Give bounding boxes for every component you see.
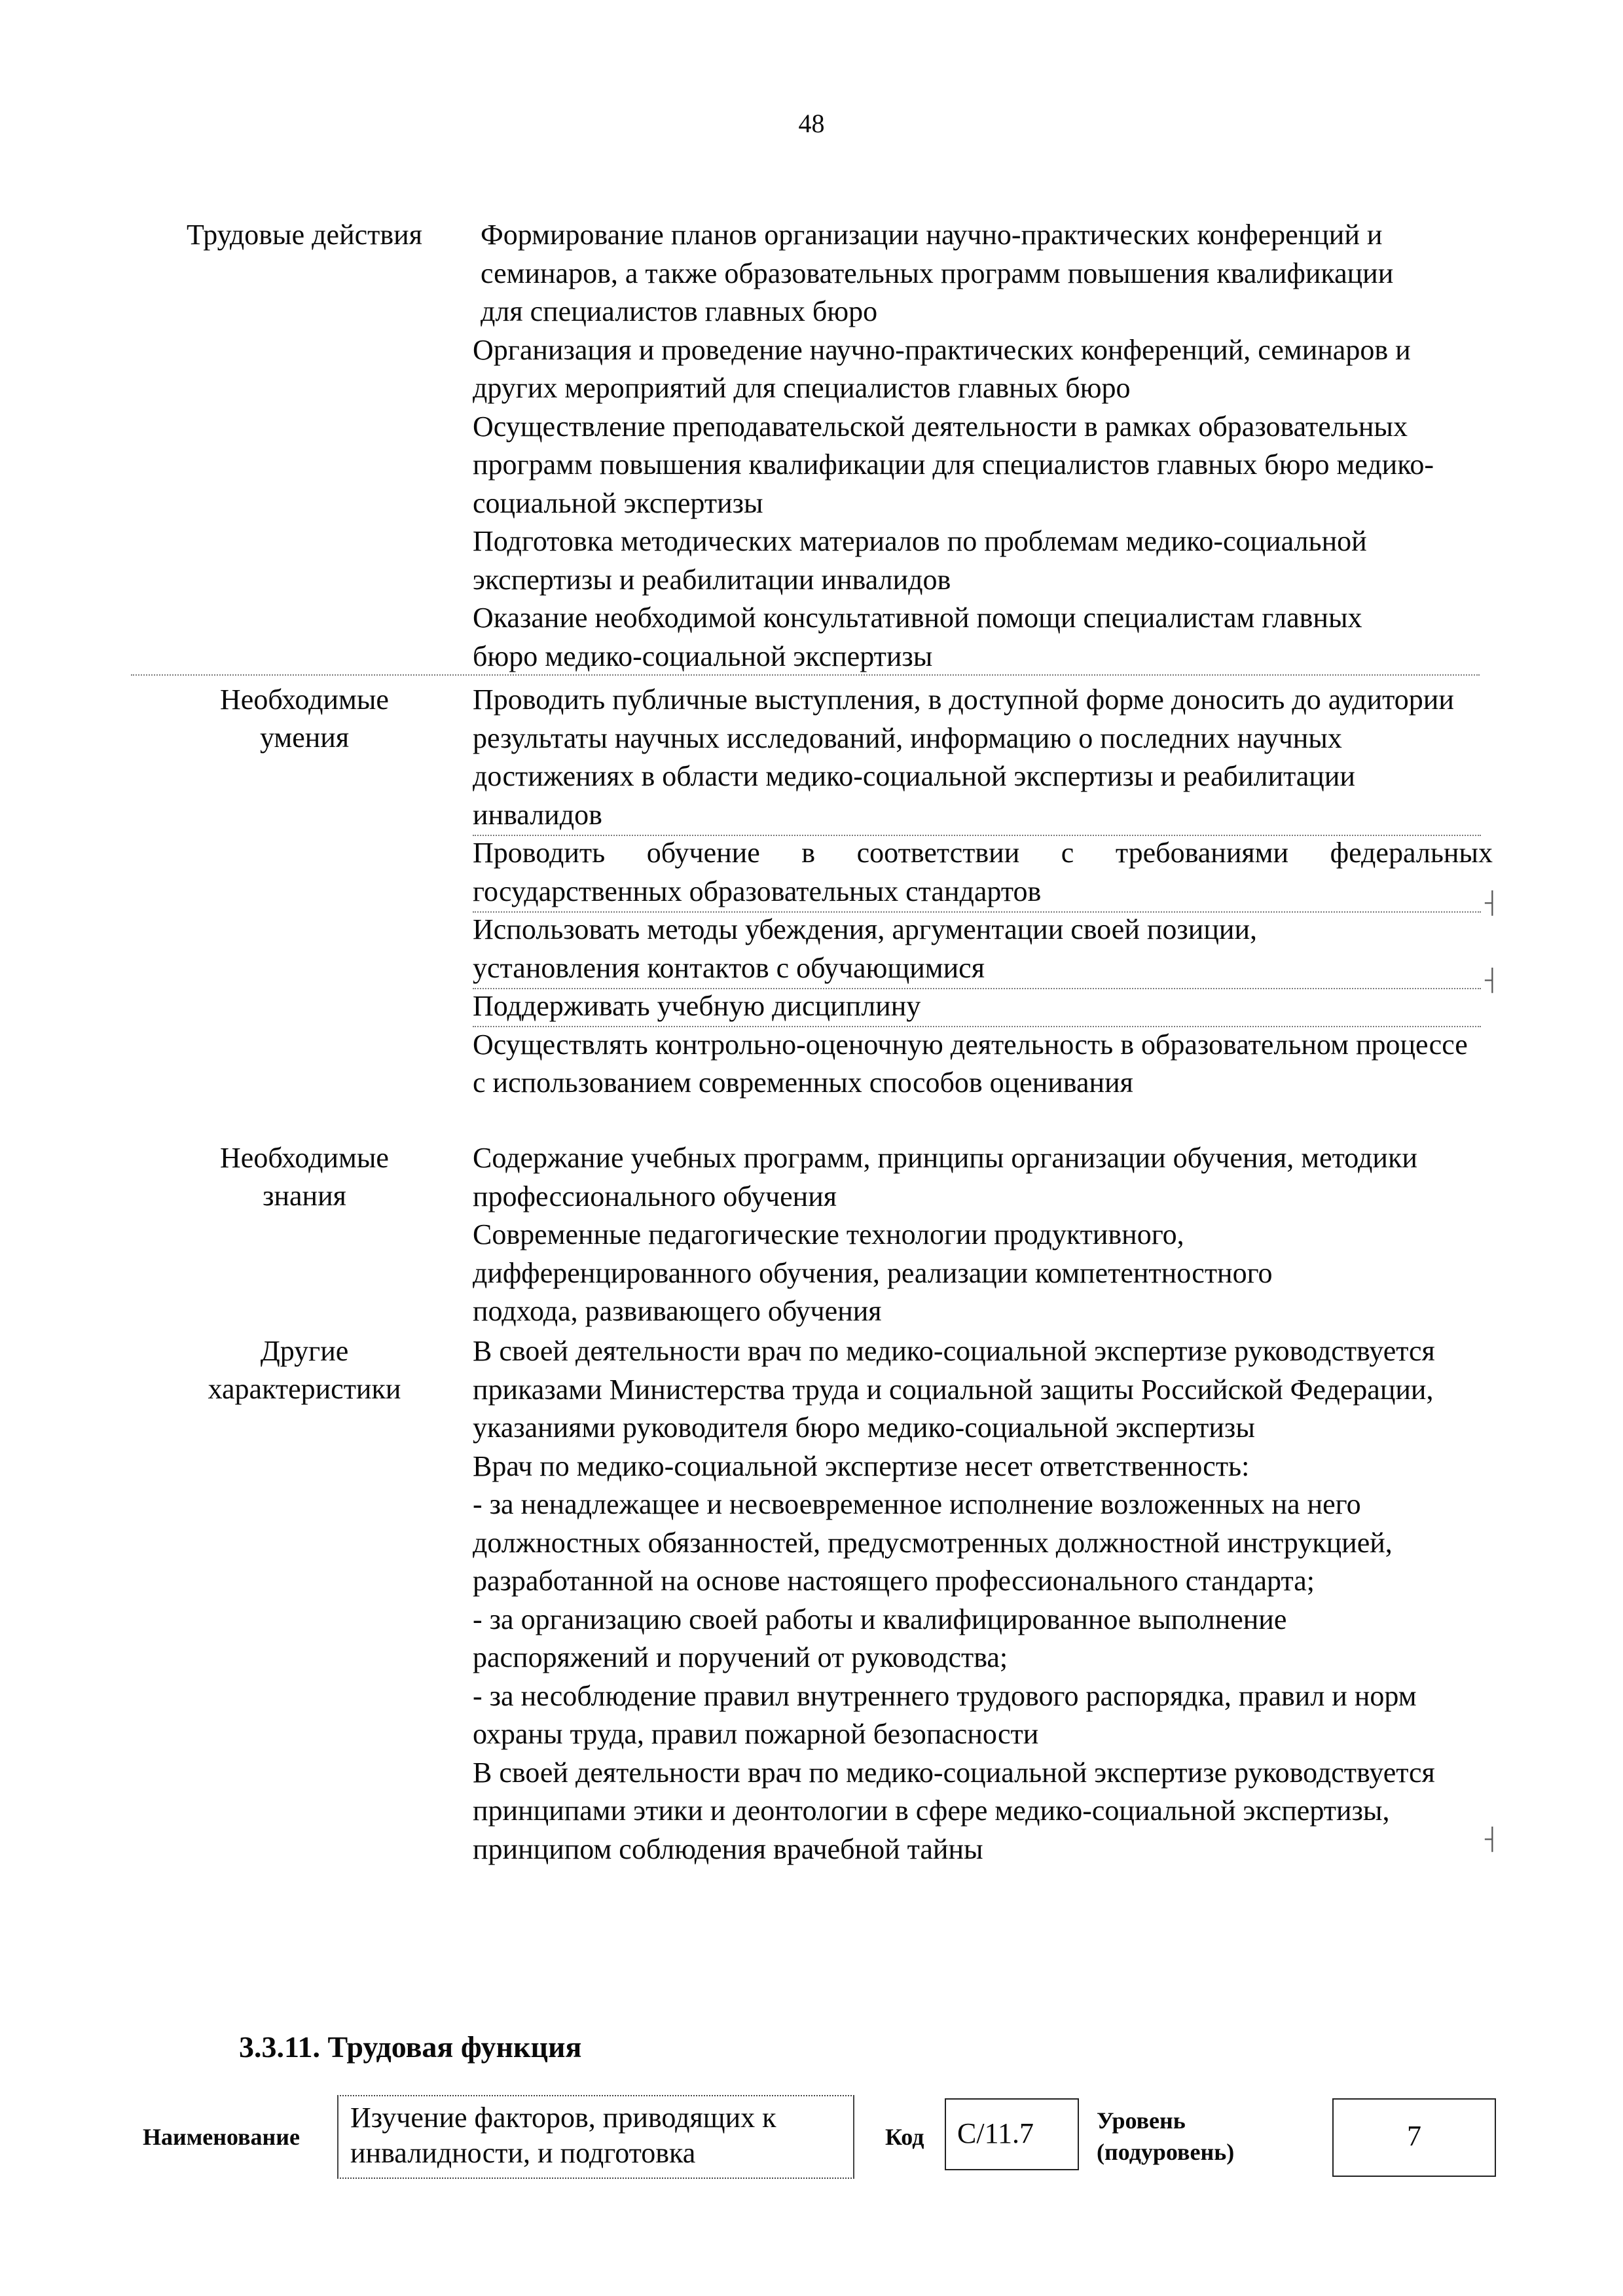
- margin-mark: ┤: [1485, 968, 1500, 991]
- skill-item: Осуществлять контрольно-оценочную деятельность в образовательном процессе с использованием современных способов оценивания: [473, 1028, 1468, 1099]
- row-text-labor-actions: [473, 216, 1501, 676]
- row-label-required-skills: Необходимые умения: [220, 683, 389, 754]
- skill-item: Поддерживать учебную дисциплину: [473, 990, 921, 1022]
- skill-item: Проводить обучение в соответствии с требованиями федеральных государственных образовательных стандартов: [473, 837, 1493, 907]
- level-label: Уровень (подуровень): [1097, 2107, 1235, 2165]
- skills-item-separator: [473, 988, 1481, 989]
- labor-action-item: Оказание необходимой консультативной помощи специалистам главных бюро медико-социальной экспертизы: [473, 602, 1362, 672]
- labor-action-item: Подготовка методических материалов по проблемам медико-социальной экспертизы и реабилитации инвалидов: [473, 525, 1367, 596]
- row-label-labor-actions: Трудовые действия: [187, 219, 422, 251]
- code-value: C/11.7: [957, 2117, 1034, 2149]
- skills-item-separator: [473, 1026, 1481, 1027]
- characteristic-item: Врач по медико-социальной экспертизе несет ответственность:: [473, 1449, 1250, 1482]
- page-number: 48: [798, 109, 825, 138]
- labor-action-item: Формирование планов организации научно-практических конференций и семинаров, а также образовательных программ повышения квалификации для специалистов главных бюро: [481, 219, 1394, 327]
- margin-mark: ┤: [1485, 1827, 1500, 1850]
- row-label-other-characteristics: Другие характеристики: [208, 1335, 401, 1405]
- skill-item: Использовать методы убеждения, аргументации своей позиции, установления контактов с обучающимися: [473, 913, 1257, 984]
- knowledge-item: Современные педагогические технологии продуктивного, дифференцированного обучения, реализации компетентностного подхода, развивающего обучения: [473, 1218, 1273, 1327]
- name-label: Наименование: [143, 2124, 300, 2150]
- characteristic-item: В своей деятельности врач по медико-социальной экспертизе руководствуется принципами этики и деонтологии в сфере медико-социальной экспертизы, принципом соблюдения врачебной тайны: [473, 1756, 1435, 1865]
- labor-action-item: Осуществление преподавательской деятельности в рамках образовательных программ повышения квалификации для специалистов главных бюро медико-социальной экспертизы: [473, 410, 1434, 519]
- section-title: 3.3.11. Трудовая функция: [239, 2030, 582, 2064]
- characteristic-item: В своей деятельности врач по медико-социальной экспертизе руководствуется приказами Министерства труда и социальной защиты Российской Федерации, указаниями руководителя бюро медико-социальной экспертизы: [473, 1335, 1435, 1444]
- name-value: Изучение факторов, приводящих к инвалидности, и подготовка: [350, 2102, 776, 2169]
- margin-mark: ┤: [1485, 890, 1500, 914]
- skill-item: Проводить публичные выступления, в доступной форме доносить до аудитории результаты научных исследований, информацию о последних научных достижениях в области медико-социальной экспертизы и реабилитации инвалидов: [473, 683, 1454, 831]
- row-separator: [131, 674, 1480, 676]
- skills-item-separator: [473, 835, 1481, 836]
- skills-item-separator: [473, 911, 1481, 913]
- level-value: 7: [1407, 2120, 1421, 2152]
- code-label: Код: [885, 2124, 924, 2150]
- row-text-required-skills: [473, 681, 1501, 1102]
- row-label-required-knowledge: Необходимые знания: [220, 1142, 389, 1212]
- characteristic-item: - за ненадлежащее и несвоевременное исполнение возложенных на него должностных обязанностей, предусмотренных должностной инструкцией, разработанной на основе настоящего профессионального стандарта;: [473, 1488, 1393, 1597]
- characteristic-item: - за организацию своей работы и квалифицированное выполнение распоряжений и поручений от руководства;: [473, 1603, 1287, 1673]
- row-text-other-characteristics: [473, 1332, 1501, 1868]
- row-text-required-knowledge: [473, 1139, 1501, 1331]
- characteristic-item: - за несоблюдение правил внутреннего трудового распорядка, правил и норм охраны труда, правил пожарной безопасности: [473, 1679, 1417, 1750]
- knowledge-item: Содержание учебных программ, принципы организации обучения, методики профессионального обучения: [473, 1142, 1417, 1212]
- labor-action-item: Организация и проведение научно-практических конференций, семинаров и других мероприятий для специалистов главных бюро: [473, 333, 1411, 404]
